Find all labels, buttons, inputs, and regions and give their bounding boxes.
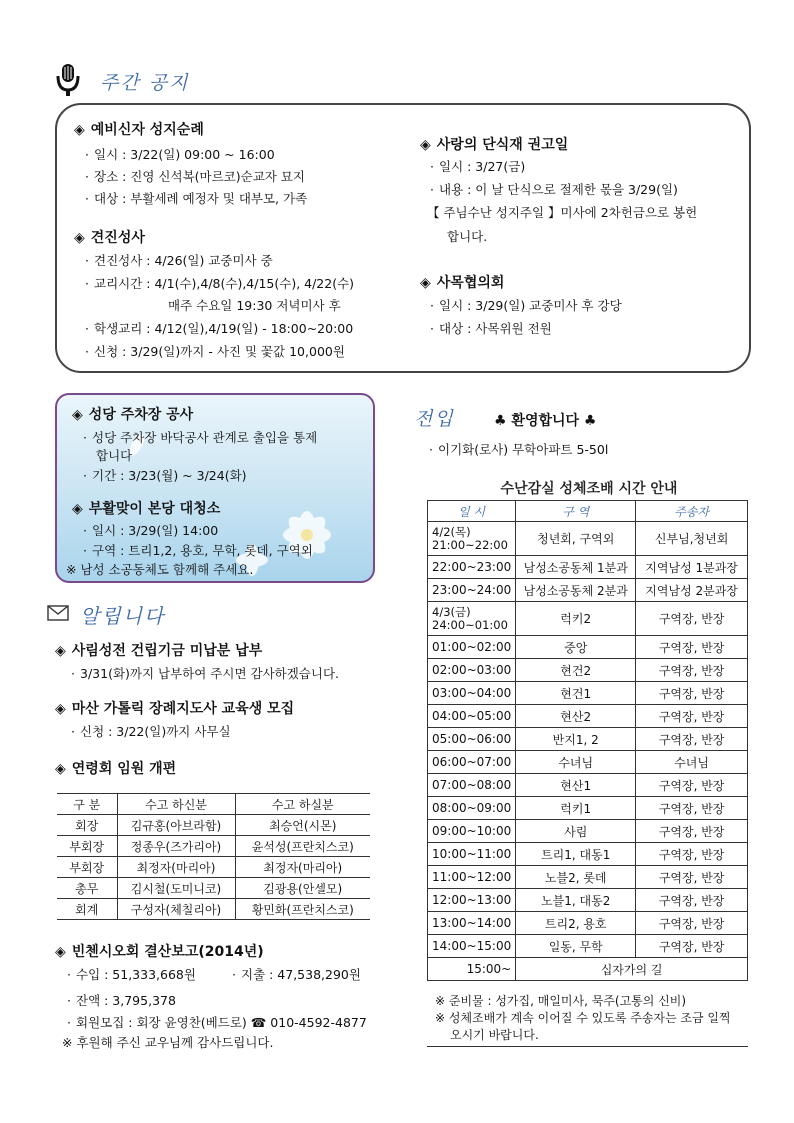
adoration-table [427,500,748,981]
list-item: · 견진성사 : 4/26(일) 교중미사 중 [85,253,273,268]
diamond-icon: ◈ [55,944,66,960]
table-cell: 09:00~10:00 [428,820,516,843]
table-cell: 구역장, 반장 [636,636,748,659]
table-cell: 십자가의 길 [516,958,748,981]
table-cell: 구역장, 반장 [636,820,748,843]
table-cell: 10:00~11:00 [428,843,516,866]
table-cell: 구역장, 반장 [636,889,748,912]
table-row [428,579,748,602]
column-header: 일 시 [428,501,516,522]
list-item: · 지출 : 47,538,290원 [232,967,361,982]
table-row [428,659,748,682]
table-cell: 지역남성 2분과장 [636,579,748,602]
column-header: 수고 하신분 [117,794,235,815]
envelope-icon [47,605,69,624]
table-cell: 황민화(프란치스코) [235,899,370,920]
table-cell: 구역장, 반장 [636,866,748,889]
table-row [428,556,748,579]
table-cell: 트리2, 용호 [516,912,636,935]
table-cell: 구성자(체칠리아) [117,899,235,920]
diamond-icon: ◈ [420,275,431,291]
table-header-row [428,501,748,522]
table-cell: 총무 [57,878,117,899]
table-cell: 07:00~08:00 [428,774,516,797]
table-cell: 남성소공동체 1분과 [516,556,636,579]
list-item: 합니다. [447,229,488,244]
table-cell: 남성소공동체 2분과 [516,579,636,602]
diamond-icon: ◈ [55,643,66,659]
table-row [57,836,370,857]
table-cell: 14:00~15:00 [428,935,516,958]
schedule-note: ※ 성체조배가 계속 이어질 수 있도록 주송자는 조금 일찍 [435,1011,731,1025]
table-cell: 구역장, 반장 [636,659,748,682]
list-item: · 내용 : 이 날 단식으로 절제한 몫을 3/29(일) [430,182,678,197]
bell-icon [55,64,81,101]
list-item: · 학생교리 : 4/12(일),4/19(일) - 18:00~20:00 [85,321,354,336]
list-item: · 대상 : 사목위원 전원 [430,321,552,336]
table-cell: 구역장, 반장 [636,602,748,636]
list-item: · 신청 : 3/22(일)까지 사무실 [71,724,231,739]
table-cell: 반지1, 2 [516,728,636,751]
table-header-row [57,794,370,815]
table-cell: 현산1 [516,774,636,797]
schedule-note: ※ 준비물 : 성가집, 매일미사, 묵주(고통의 신비) [435,994,687,1008]
section-title: ◈ 연령회 임원 개편 [55,761,177,777]
table-row [428,602,748,636]
list-item: 【 주님수난 성지주일 】미사에 2차헌금으로 봉헌 [427,205,698,220]
list-item: · 성당 주차장 바닥공사 관계로 출입을 통제 [83,430,318,445]
column-header: 구 분 [57,794,117,815]
table-cell: 13:00~14:00 [428,912,516,935]
table-cell: 김광용(안셀모) [235,878,370,899]
notice-heading: 알립니다 [80,604,166,628]
table-cell: 수녀님 [516,751,636,774]
table-row [428,522,748,556]
table-cell: 22:00~23:00 [428,556,516,579]
table-cell: 구역장, 반장 [636,843,748,866]
table-cell: 청년회, 구역외 [516,522,636,556]
table-cell: 노블1, 대동2 [516,889,636,912]
list-item: · 대상 : 부활세례 예정자 및 대부모, 가족 [85,191,308,206]
list-item: ※ 남성 소공동체도 함께해 주세요. [66,562,254,577]
divider [427,1046,748,1047]
table-cell: 구역장, 반장 [636,912,748,935]
table-cell: 15:00~ [428,958,516,981]
table-cell: 수녀님 [636,751,748,774]
table-cell: 럭키1 [516,797,636,820]
table-cell: 03:00~04:00 [428,682,516,705]
table-cell: 신부님,청년회 [636,522,748,556]
table-cell: 부회장 [57,857,117,878]
table-cell: 구역장, 반장 [636,797,748,820]
list-item: · 회원모집 : 회장 윤영찬(베드로) ☎ 010-4592-4877 [67,1015,367,1030]
table-cell: 지역남성 1분과장 [636,556,748,579]
schedule-note: 오시기 바랍니다. [450,1028,539,1042]
table-cell: 01:00~02:00 [428,636,516,659]
diamond-icon: ◈ [72,407,83,423]
welcome-heading: ♣ 환영합니다 ♣ [494,413,597,429]
table-row [428,958,748,981]
table-cell: 08:00~09:00 [428,797,516,820]
table-row [428,866,748,889]
table-row [428,636,748,659]
table-row [57,815,370,836]
list-item: · 구역 : 트리1,2, 용호, 무학, 롯데, 구역외 [83,543,313,558]
diamond-icon: ◈ [74,122,85,138]
table-cell: 06:00~07:00 [428,751,516,774]
list-item: · 일시 : 3/22(일) 09:00 ~ 16:00 [85,147,275,162]
table-cell: 02:00~03:00 [428,659,516,682]
table-cell: 김시철(도미니코) [117,878,235,899]
table-cell: 최승언(시몬) [235,815,370,836]
table-cell: 럭키2 [516,602,636,636]
table-cell: 트리1, 대동1 [516,843,636,866]
table-cell: 04:00~05:00 [428,705,516,728]
table-cell: 현건2 [516,659,636,682]
table-row [428,935,748,958]
table-cell: 김규홍(아브라함) [117,815,235,836]
table-row [428,682,748,705]
table-cell: 현산2 [516,705,636,728]
list-item: ※ 후원해 주신 교우님께 감사드립니다. [62,1035,274,1050]
section-title: ◈ 사랑의 단식재 권고일 [420,137,569,153]
table-row [57,899,370,920]
table-cell: 구역장, 반장 [636,935,748,958]
table-cell: 최정자(마리아) [117,857,235,878]
page-title: 주간 공지 [100,72,190,94]
officers-table [57,793,370,920]
section-title: ◈ 마산 가톨릭 장례지도사 교육생 모집 [55,701,295,717]
table-cell: 일동, 무학 [516,935,636,958]
table-cell: 구역장, 반장 [636,774,748,797]
section-title: ◈ 부활맞이 본당 대청소 [72,501,221,517]
table-row [57,878,370,899]
table-row [428,820,748,843]
list-item: · 일시 : 3/29(일) 14:00 [83,523,219,538]
section-title: ◈ 성당 주차장 공사 [72,407,194,423]
section-title: ◈ 사림성전 건립기금 미납분 납부 [55,643,263,659]
list-item: 매주 수요일 19:30 저녁미사 후 [168,298,341,313]
column-header: 수고 하실분 [235,794,370,815]
column-header: 구 역 [516,501,636,522]
table-cell: 회계 [57,899,117,920]
table-row [428,751,748,774]
welcome-label: 전입 [414,408,455,430]
table-cell: 구역장, 반장 [636,682,748,705]
list-item: · 3/31(화)까지 납부하여 주시면 감사하겠습니다. [71,666,339,681]
section-title: ◈ 견진성사 [74,230,145,246]
list-item: · 장소 : 진영 신석복(마르코)순교자 묘지 [85,169,305,184]
table-row [428,728,748,751]
table-cell: 정종우(즈가리아) [117,836,235,857]
table-cell: 4/2(목) 21:00~22:00 [428,522,516,556]
section-title: ◈ 빈첸시오회 결산보고(2014년) [55,944,264,960]
table-row [428,912,748,935]
diamond-icon: ◈ [72,501,83,517]
table-cell: 사림 [516,820,636,843]
list-item: · 신청 : 3/29(일)까지 - 사진 및 꽃값 10,000원 [85,344,345,359]
table-row [428,843,748,866]
table-row [57,857,370,878]
list-item: · 교리시간 : 4/1(수),4/8(수),4/15(수), 4/22(수) [85,276,355,291]
table-cell: 12:00~13:00 [428,889,516,912]
column-header: 주송자 [636,501,748,522]
table-row [428,797,748,820]
diamond-icon: ◈ [55,761,66,777]
section-title: ◈ 예비신자 성지순례 [74,122,204,138]
table-cell: 중앙 [516,636,636,659]
table-cell: 23:00~24:00 [428,579,516,602]
section-title: ◈ 사목협의회 [420,275,505,291]
table-row [428,705,748,728]
list-item: · 기간 : 3/23(월) ~ 3/24(화) [83,468,247,483]
table-cell: 11:00~12:00 [428,866,516,889]
table-row [428,774,748,797]
list-item: · 일시 : 3/27(금) [430,159,526,174]
list-item: · 일시 : 3/29(일) 교중미사 후 강당 [430,298,622,313]
diamond-icon: ◈ [420,137,431,153]
list-item: 합니다 [96,448,133,463]
diamond-icon: ◈ [74,230,85,246]
table-cell: 05:00~06:00 [428,728,516,751]
table-row [428,889,748,912]
schedule-title: 수난감실 성체조배 시간 안내 [500,481,678,497]
table-cell: 4/3(금) 24:00~01:00 [428,602,516,636]
table-cell: 회장 [57,815,117,836]
table-cell: 최정자(마리아) [235,857,370,878]
table-cell: 노블2, 롯데 [516,866,636,889]
list-item: · 수입 : 51,333,668원 [67,967,196,982]
diamond-icon: ◈ [55,701,66,717]
table-cell: 구역장, 반장 [636,705,748,728]
table-cell: 윤석성(프란치스코) [235,836,370,857]
table-cell: 현건1 [516,682,636,705]
list-item: · 이기화(로사) 무학아파트 5-50l [429,442,609,457]
list-item: · 잔액 : 3,795,378 [67,993,176,1008]
table-cell: 부회장 [57,836,117,857]
table-cell: 구역장, 반장 [636,728,748,751]
